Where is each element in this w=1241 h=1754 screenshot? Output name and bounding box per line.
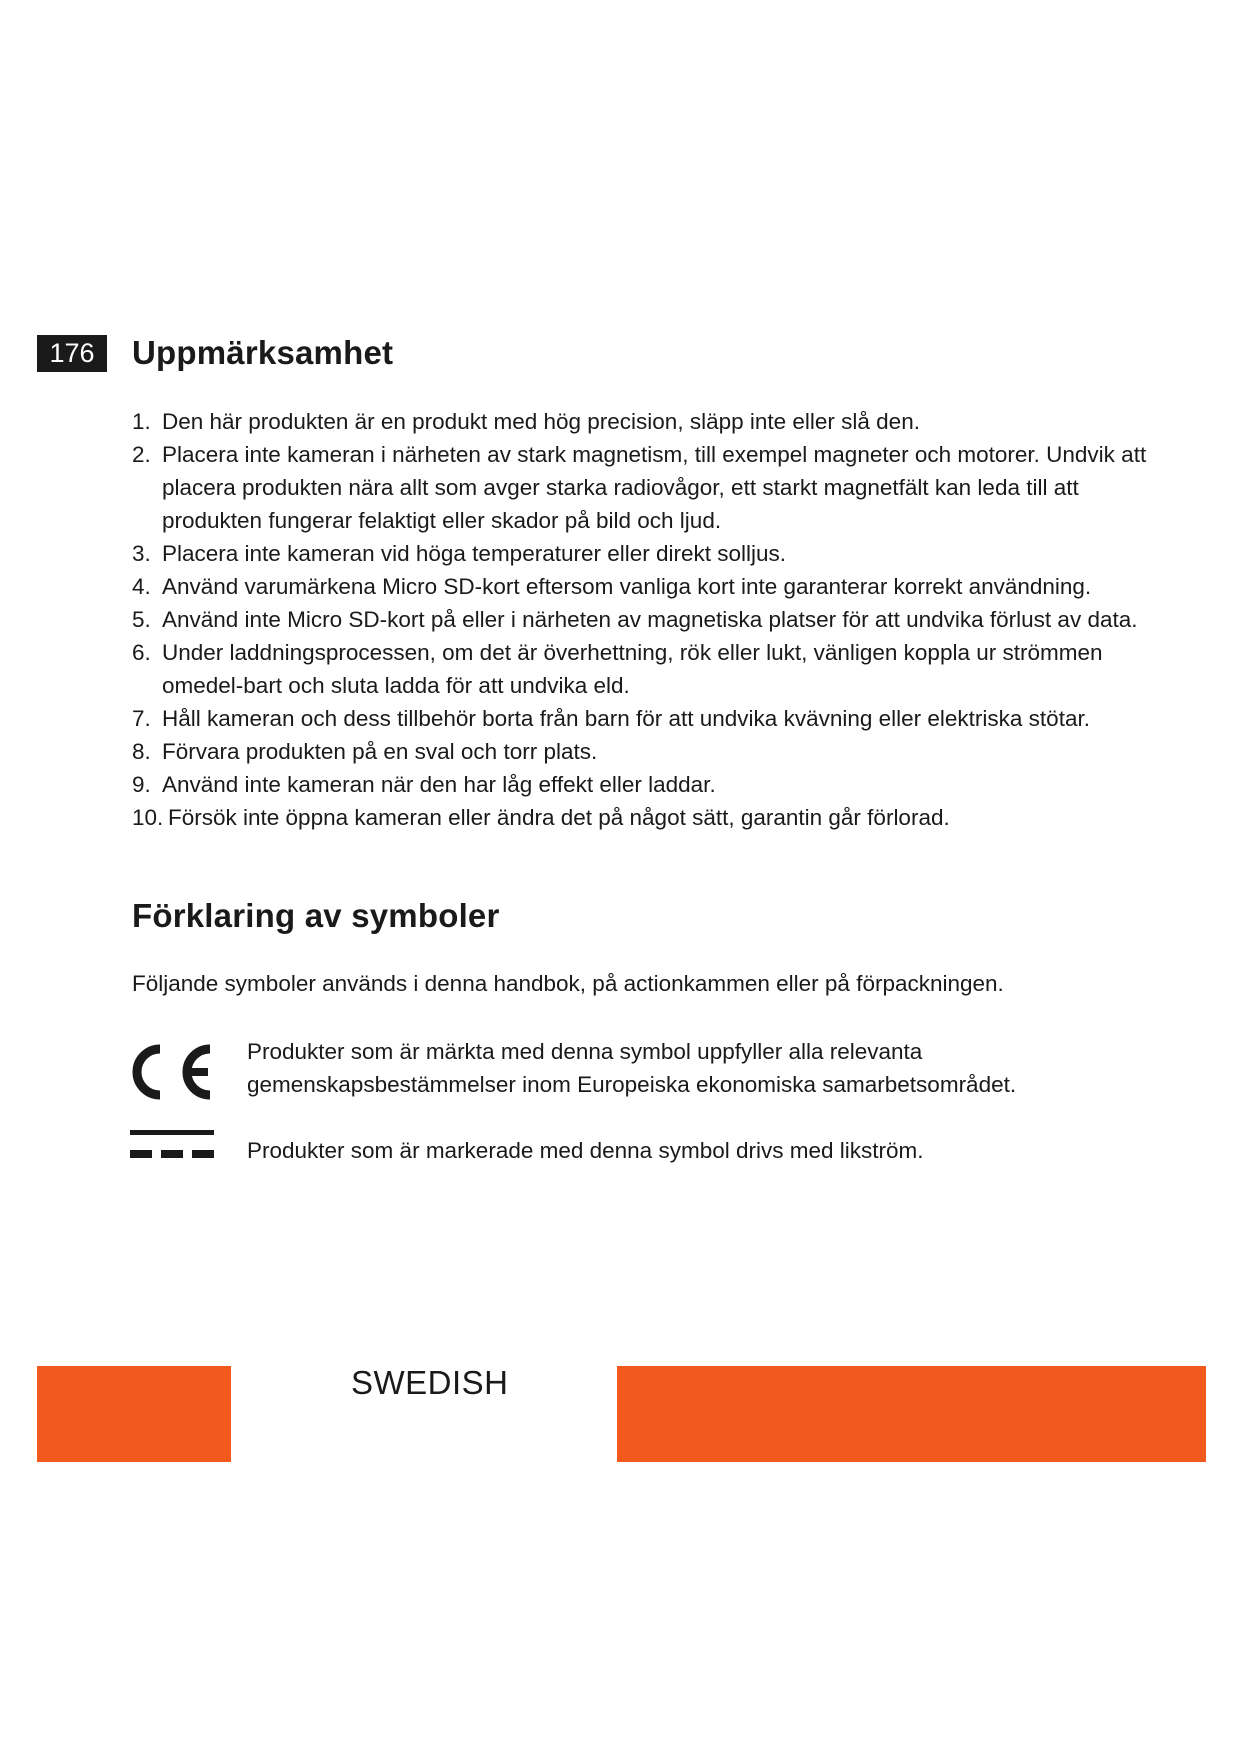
list-item-text: Försök inte öppna kameran eller ändra det på något sätt, garantin går förlorad. — [168, 805, 950, 830]
footer-accent-band-right — [617, 1366, 1206, 1462]
list-item — [132, 768, 1162, 801]
list-item-number: 10. — [132, 805, 164, 830]
list-item-number: 8. — [132, 739, 151, 764]
list-item-number: 1. — [132, 409, 151, 434]
list-item-number: 7. — [132, 706, 151, 731]
list-item-number: 9. — [132, 772, 151, 797]
list-item-number: 6. — [132, 640, 151, 665]
list-item — [132, 603, 1162, 636]
ce-mark-icon — [128, 1041, 214, 1103]
list-item — [132, 570, 1162, 603]
list-item-text: Placera inte kameran vid höga temperaturer eller direkt solljus. — [162, 541, 787, 566]
language-label: SWEDISH — [351, 1364, 509, 1401]
list-item — [132, 636, 1162, 702]
list-item-text: Använd varumärkena Micro SD-kort eftersom vanliga kort inte garanterar korrekt användning. — [162, 574, 1092, 599]
list-item — [132, 405, 1162, 438]
caution-list — [132, 405, 1162, 834]
list-item-text: Håll kameran och dess tillbehör borta från barn för att undvika kvävning eller elektriska stötar. — [162, 706, 1090, 731]
list-item-text: Använd inte kameran när den har låg effekt eller laddar. — [162, 772, 716, 797]
list-item — [132, 537, 1162, 570]
section-title-symbols: Förklaring av symboler — [132, 897, 500, 934]
list-item-text: Den här produkten är en produkt med hög precision, släpp inte eller slå den. — [162, 409, 920, 434]
list-item-number: 5. — [132, 607, 151, 632]
list-item — [132, 438, 1162, 537]
dc-description: Produkter som är markerade med denna symbol drivs med likström. — [247, 1138, 924, 1163]
list-item-number: 2. — [132, 442, 151, 467]
page-number: 176 — [37, 335, 107, 372]
list-item — [132, 735, 1162, 768]
list-item — [132, 702, 1162, 735]
section-title-caution: Uppmärksamhet — [132, 334, 394, 371]
list-item-text: Placera inte kameran i närheten av stark magnetism, till exempel magneter och motorer. Undvik att placera produkten nära allt som avger starka radiovågor, ett starkt magnetfält kan leda till att produkten fungerar felaktigt eller skador på bild och ljud. — [162, 442, 1147, 533]
footer-accent-band-left — [37, 1366, 231, 1462]
list-item-number: 4. — [132, 574, 151, 599]
ce-mark-description: Produkter som är märkta med denna symbol uppfyller alla relevanta gemenskapsbestämmelser inom Europeiska ekonomiska samarbetsområdet. — [247, 1039, 1017, 1097]
list-item-number: 3. — [132, 541, 151, 566]
list-item — [132, 801, 1162, 834]
direct-current-icon — [130, 1130, 214, 1160]
symbols-intro: Följande symboler används i denna handbok, på actionkammen eller på förpackningen. — [132, 971, 1004, 996]
list-item-text: Under laddningsprocessen, om det är överhettning, rök eller lukt, vänligen koppla ur strömmen omedel-bart och sluta ladda för att undvika eld. — [162, 640, 1103, 698]
list-item-text: Förvara produkten på en sval och torr plats. — [162, 739, 598, 764]
list-item-text: Använd inte Micro SD-kort på eller i närheten av magnetiska platser för att undvika förlust av data. — [162, 607, 1138, 632]
